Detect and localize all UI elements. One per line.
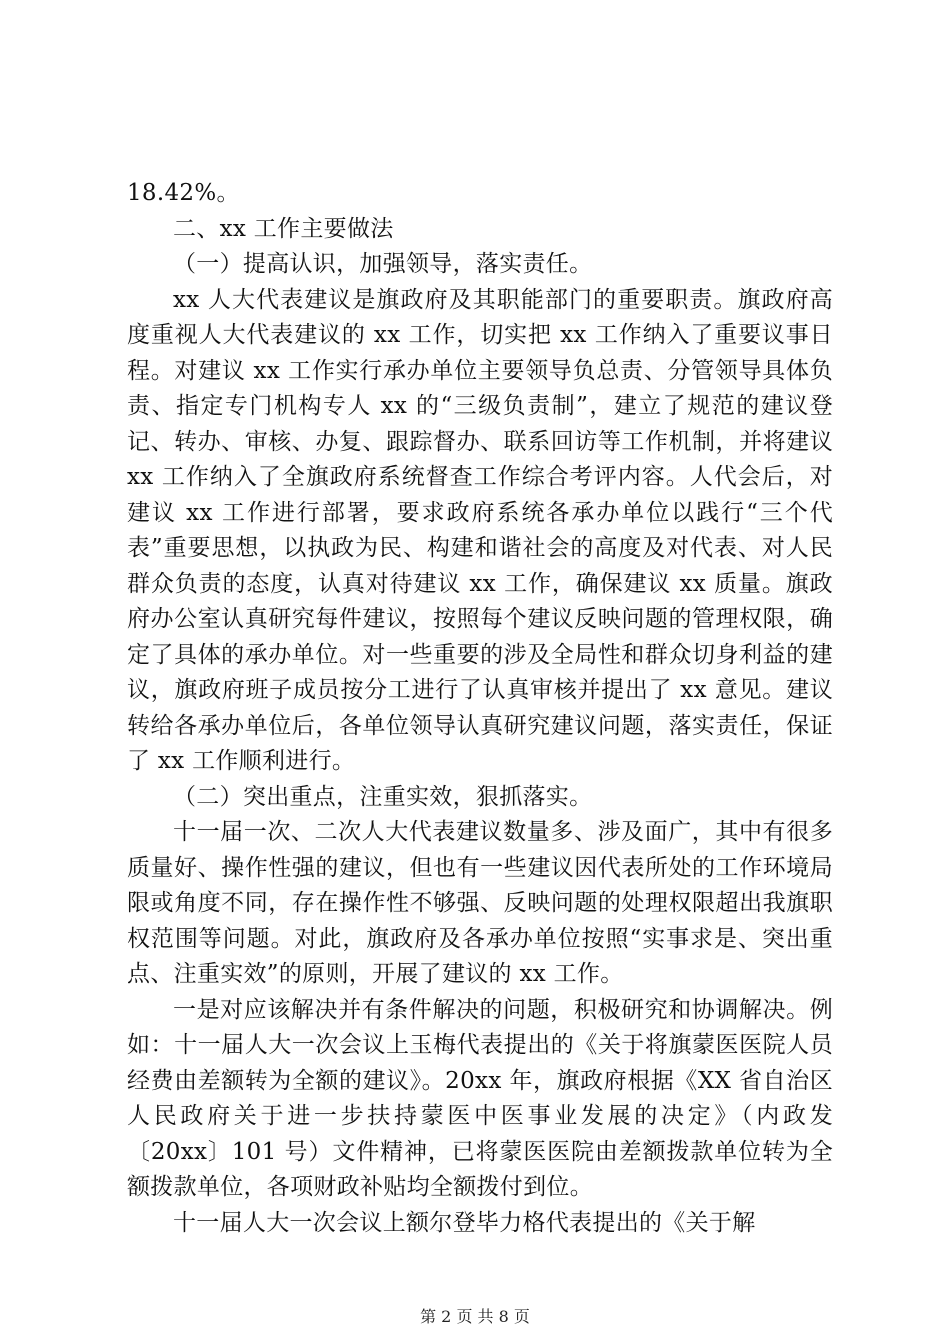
paragraph-3: 一是对应该解决并有条件解决的问题，积极研究和协调解决。例如：十一届人大一次会议上玉梅代表提出的《关于将旗蒙医医院人员经费由差额转为全额的建议》。20xx 年，旗政府根据《XX 省自治区人民政府关于进一步扶持蒙医中医事业发展的决定》（内政发〔20xx〕101 号）文件精神，已将蒙医医院由差额拨款单位转为全额拨款单位，各项财政补贴均全额拨付到位。 — [127, 996, 833, 1200]
paragraph-2: 十一届一次、二次人大代表建议数量多、涉及面广，其中有很多质量好、操作性强的建议，但也有一些建议因代表所处的工作环境局限或角度不同，存在操作性不够强、反映问题的处理权限超出我旗职权范围等问题。对此，旗政府及各承办单位按照“实事求是、突出重点、注重实效”的原则，开展了建议的 xx 工作。 — [127, 819, 833, 987]
paragraph-4: 十一届人大一次会议上额尔登毕力格代表提出的《关于解 — [173, 1209, 756, 1236]
paragraph-1: xx 人大代表建议是旗政府及其职能部门的重要职责。旗政府高度重视人大代表建议的 xx 工作，切实把 xx 工作纳入了重要议事日程。对建议 xx 工作实行承办单位主要领导负总责、分管领导具体负责、指定专门机构专人 xx 的“三级负责制”，建立了规范的建议登记、转办、审核、办复、跟踪督办、联系回访等工作机制，并将建议 xx 工作纳入了全旗政府系统督查工作综合考评内容。人代会后，对建议 xx 工作进行部署，要求政府系统各承办单位以践行“三个代表”重要思想，以执政为民、构建和谐社会的高度及对代表、对人民群众负责的态度，认真对待建议 xx 工作，确保建议 xx 质量。旗政府办公室认真研究每件建议，按照每个建议反映问题的管理权限，确定了具体的承办单位。对一些重要的涉及全局性和群众切身利益的建议，旗政府班子成员按分工进行了认真审核并提出了 xx 意见。建议转给各承办单位后，各单位领导认真研究建议问题，落实责任，保证了 xx 工作顺利进行。 — [127, 286, 833, 774]
subsection-heading-2: （二）突出重点，注重实效，狠抓落实。 — [173, 783, 593, 810]
paragraph-continuation: 18.42%。 — [127, 180, 240, 206]
subsection-heading-1: （一）提高认识，加强领导，落实责任。 — [173, 251, 593, 277]
page-footer: 第 2 页 共 8 页 — [420, 1307, 530, 1326]
document-body — [127, 176, 833, 1241]
section-heading: 二、xx 工作主要做法 — [173, 215, 394, 242]
